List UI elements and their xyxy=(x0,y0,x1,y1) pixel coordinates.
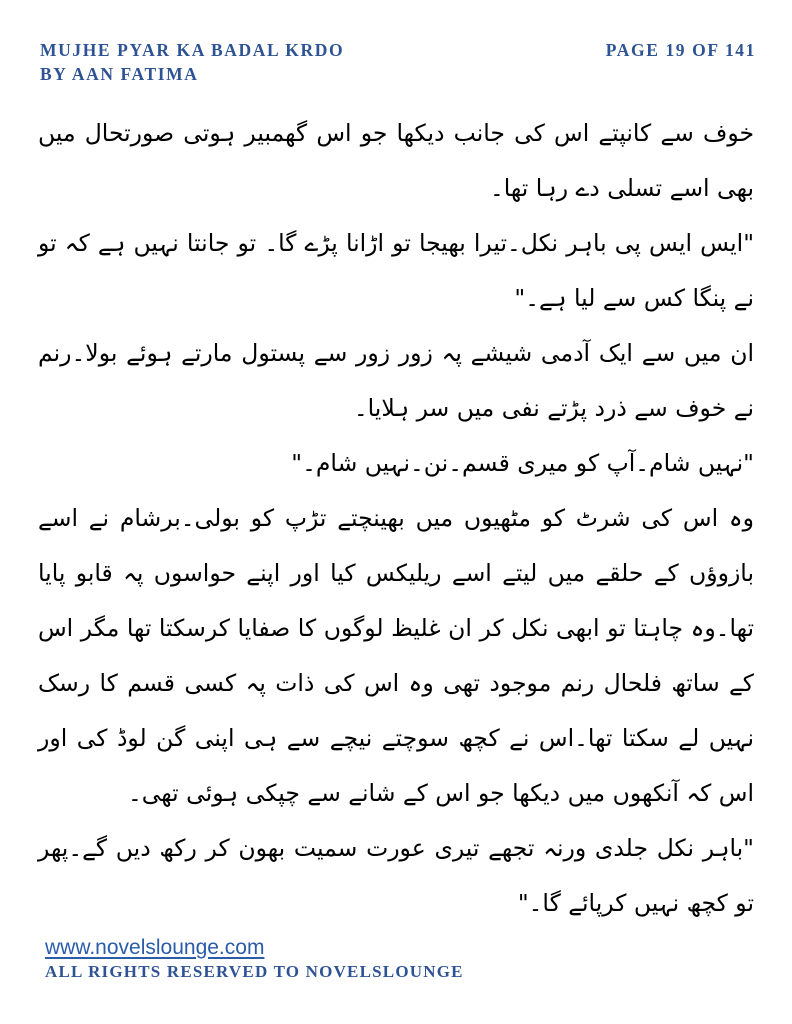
story-text xyxy=(38,106,754,931)
urdu-paragraph: خوف سے کانپتے اس کی جانب دیکھا جو اس گھمبیر ہوتی صورتحال میں بھی اسے تسلی دے رہا تھا۔ xyxy=(38,119,754,202)
urdu-paragraph: "ایس ایس پی باہر نکل۔تیرا بھیجا تو اڑانا پڑے گا۔ تو جانتا نہیں ہے کہ تو نے پنگا کس سے لیا ہے۔" xyxy=(38,229,754,312)
book-title: MUJHE PYAR KA BADAL KRDO xyxy=(40,40,345,60)
page-indicator: PAGE 19 OF 141 xyxy=(605,40,756,60)
website-link[interactable]: www.novelslounge.com xyxy=(45,936,265,959)
urdu-paragraph: "نہیں شام۔آپ کو میری قسم۔نن۔نہیں شام۔" xyxy=(291,449,754,477)
page-header xyxy=(40,40,756,85)
author-byline: BY AAN FATIMA xyxy=(40,64,199,84)
urdu-paragraph: وہ اس کی شرٹ کو مٹھیوں میں بھینچتے تڑپ کو بولی۔برشام نے اسے بازوؤں کے حلقے میں لیتے اسے ریلیکس کیا اور اپنے حواسوں پہ قابو پایا تھا۔وہ چاہتا تو ابھی نکل کر ان غلیظ لوگوں کا صفایا کرسکتا تھا مگر اس کے ساتھ فلحال رنم موجود تھی وہ اس کی ذات پہ کسی قسم کا رسک نہیں لے سکتا تھا۔اس نے کچھ سوچتے نیچے سے ہی اپنی گن لوڈ کی اور اس کہ آنکھوں میں دیکھا جو اس کے شانے سے چپکی ہوئی تھی۔ xyxy=(38,504,754,807)
urdu-paragraph: ان میں سے ایک آدمی شیشے پہ زور زور سے پستول مارتے ہوئے بولا۔رنم نے خوف سے ذرد پڑتے نفی میں سر ہلایا۔ xyxy=(38,339,754,422)
page-footer xyxy=(45,936,464,982)
urdu-paragraph: "باہر نکل جلدی ورنہ تجھے تیری عورت سمیت بھون کر رکھ دیں گے۔پھر تو کچھ نہیں کرپائے گا۔" xyxy=(38,834,754,917)
copyright-notice: ALL RIGHTS RESERVED TO NOVELSLOUNGE xyxy=(45,962,464,981)
